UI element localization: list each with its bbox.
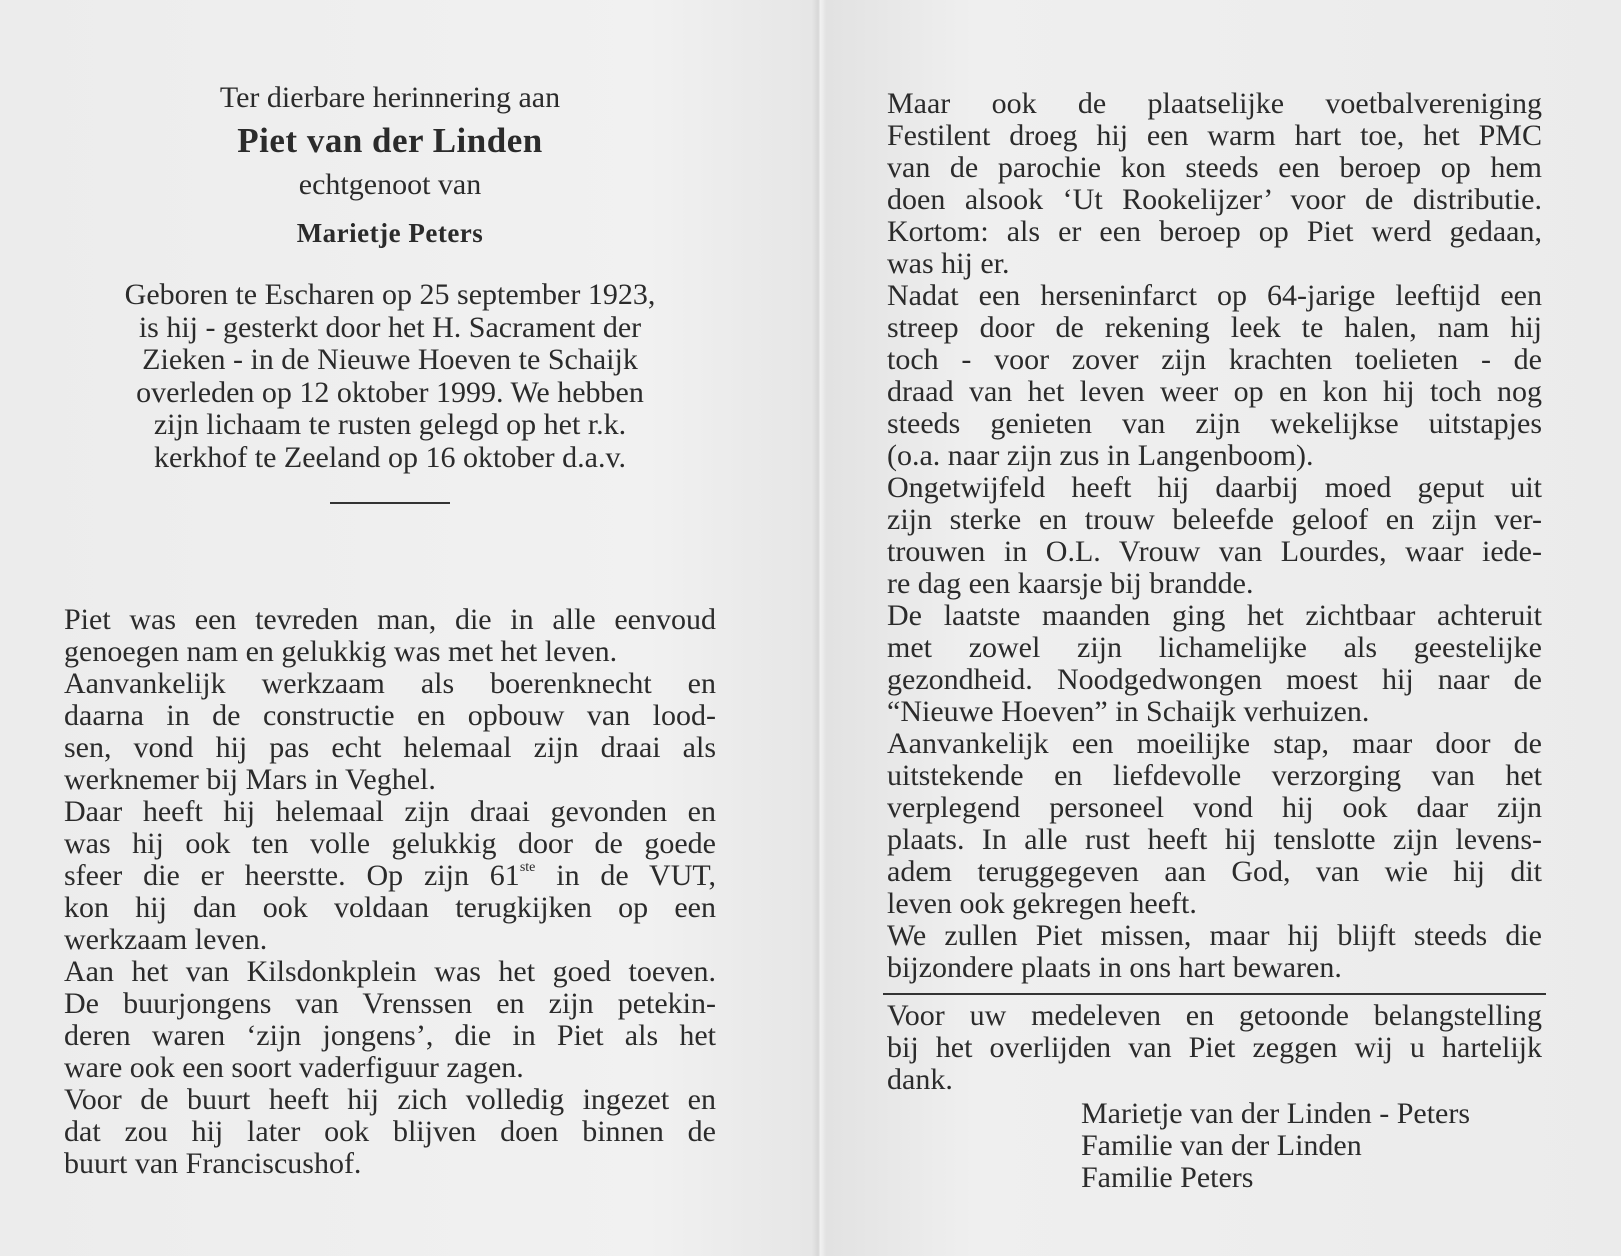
bio-line: gezondheid. Noodgedwongen moest hij naar de (887, 663, 1542, 696)
bio-line: Kortom: als er een beroep op Piet werd gedaan, (887, 215, 1542, 248)
bio-line: zijn sterke en trouw beleefde geloof en zijn ver- (887, 503, 1542, 536)
bio-line: Ongetwijfeld heeft hij daarbij moed geput uit (887, 471, 1542, 504)
bio-line: plaats. In alle rust heeft hij tenslotte zijn levens- (887, 823, 1542, 856)
signature-line: Marietje van der Linden - Peters (1081, 1097, 1471, 1130)
bio-line: werknemer bij Mars in Veghel. (64, 763, 436, 796)
bio-line: Voor de buurt heeft hij zich volledig ingezet en (64, 1083, 716, 1116)
left-biography (64, 604, 716, 1180)
bio-line: bijzondere plaats in ons hart bewaren. (887, 951, 1342, 984)
birth-line: is hij - gesterkt door het H. Sacrament der (138, 310, 642, 344)
bio-line: Nadat een herseninfarct op 64-jarige leeftijd een (887, 279, 1542, 312)
bio-line: genoegen nam en gelukkig was met het leven. (64, 635, 618, 668)
bio-line: Daar heeft hij helemaal zijn draai gevonden en (64, 795, 716, 828)
thanks-line: bij het overlijden van Piet zeggen wij u hartelijk (887, 1031, 1542, 1064)
short-divider (330, 502, 450, 504)
bio-line: dat zou hij later ook blijven doen binnen de (64, 1115, 716, 1148)
bio-line: leven ook gekregen heeft. (887, 887, 1197, 920)
card-header (64, 82, 716, 504)
signature-line: Familie Peters (1081, 1161, 1254, 1194)
bio-line: We zullen Piet missen, maar hij blijft steeds die (887, 919, 1542, 952)
intro-text: Ter dierbare herinnering aan (219, 81, 561, 114)
bio-line: verplegend personeel vond hij ook daar zijn (887, 791, 1542, 824)
bio-line: streep door de rekening leek te halen, nam hij (887, 311, 1542, 344)
bio-line: (o.a. naar zijn zus in Langenboom). (887, 439, 1314, 472)
bio-line: sen, vond hij pas echt helemaal zijn draai als (64, 731, 716, 764)
bio-line: werkzaam leven. (64, 923, 268, 956)
birth-line: Geboren te Escharen op 25 september 1923, (124, 278, 656, 311)
bio-line: re dag een kaarsje bij brandde. (887, 567, 1254, 600)
bio-line: daarna in de constructie en opbouw van lood- (64, 699, 716, 732)
bio-line: De laatste maanden ging het zichtbaar achteruit (887, 599, 1542, 632)
thanks-line: dank. (887, 1063, 953, 1096)
birth-line: kerkhof te Zeeland op 16 oktober d.a.v. (153, 440, 627, 474)
thanks-line: Voor uw medeleven en getoonde belangstelling (887, 999, 1542, 1032)
deceased-name: Piet van der Linden (237, 121, 543, 160)
bio-line: ware ook een soort vaderfiguur zagen. (64, 1051, 524, 1084)
spouse-label: echtgenoot van (298, 168, 482, 201)
bio-line: kon hij dan ook voldaan terugkijken op een (64, 891, 716, 924)
bio-line: was hij er. (887, 247, 1010, 280)
bio-line: was hij ook ten volle gelukkig door de goede (64, 827, 716, 860)
birth-line: overleden op 12 oktober 1999. We hebben (136, 375, 644, 409)
family-signatures (1081, 1098, 1470, 1194)
bio-line-main: sfeer die er heerstte. Op zijn 61 (64, 859, 520, 892)
spouse-name: Marietje Peters (296, 218, 484, 248)
bio-line: doen alsook ‘Ut Rookelijzer’ voor de distributie. (887, 183, 1542, 216)
bio-line: met zowel zijn lichamelijke als geestelijke (887, 631, 1542, 664)
long-divider (883, 993, 1546, 995)
bio-line: uitstekende en liefdevolle verzorging van het (887, 759, 1542, 792)
bio-line: Aanvankelijk werkzaam als boerenknecht en (64, 667, 716, 700)
bio-line-tail: in de VUT, (535, 859, 716, 892)
bio-line: steeds genieten van zijn wekelijkse uitstapjes (887, 407, 1542, 440)
bio-line: van de parochie kon steeds een beroep op hem (887, 151, 1542, 184)
bio-line: draad van het leven weer op en kon hij toch nog (887, 375, 1542, 408)
right-biography (887, 88, 1542, 984)
bio-line: Aan het van Kilsdonkplein was het goed toeven. (64, 955, 716, 988)
bio-line: Maar ook de plaatselijke voetbalvereniging (887, 87, 1542, 120)
bio-line: Festilent droeg hij een warm hart toe, het PMC (887, 119, 1542, 152)
signature-line: Familie van der Linden (1081, 1129, 1362, 1162)
thanks-paragraph (887, 1000, 1542, 1096)
birth-line: zijn lichaam te rusten gelegd op het r.k. (153, 408, 627, 441)
bio-line: trouwen in O.L. Vrouw van Lourdes, waar iede- (887, 535, 1542, 568)
bio-line: Piet was een tevreden man, die in alle eenvoud (64, 603, 716, 636)
card-fold (812, 0, 826, 1256)
birth-death-paragraph (64, 279, 716, 474)
bio-line: “Nieuwe Hoeven” in Schaijk verhuizen. (887, 695, 1370, 728)
birth-line: Zieken - in de Nieuwe Hoeven te Schaijk (142, 343, 638, 376)
bio-line: toch - voor zover zijn krachten toelieten - de (887, 343, 1542, 376)
bio-line: Aanvankelijk een moeilijke stap, maar door de (887, 727, 1542, 760)
bio-line: De buurjongens van Vrenssen en zijn petekin- (64, 987, 716, 1020)
bio-line: buurt van Franciscushof. (64, 1147, 362, 1180)
bio-line-with-superscript (64, 860, 716, 892)
bio-line: deren waren ‘zijn jongens’, die in Piet als het (64, 1019, 716, 1052)
ordinal-suffix: ste (519, 860, 536, 875)
bio-line: adem teruggegeven aan God, van wie hij dit (887, 855, 1542, 888)
